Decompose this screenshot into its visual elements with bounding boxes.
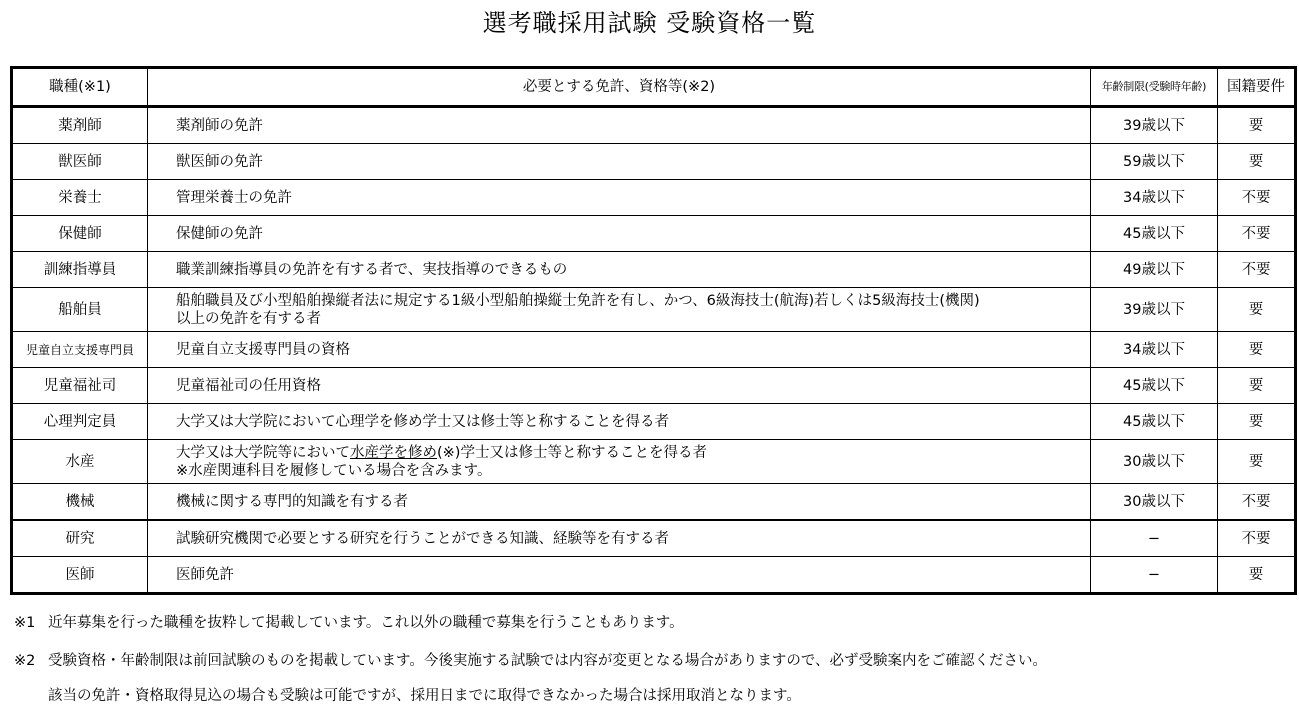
requirement-cell: 児童自立支援専門員の資格 <box>148 332 1091 368</box>
table-row <box>12 107 1296 144</box>
age-cell: 59歳以下 <box>1091 144 1218 180</box>
header-requirement: 必要とする免許、資格等(※2) <box>148 68 1091 107</box>
requirement-line: 船舶職員及び小型船舶操縦者法に規定する1級小型船舶操縦士免許を有し、かつ、6級海技士(航海)若しくは5級海技士(機関) <box>176 292 980 309</box>
job-cell: 獣医師 <box>12 144 148 180</box>
age-cell: 39歳以下 <box>1091 107 1218 144</box>
nationality-cell: 要 <box>1218 557 1296 594</box>
table-row <box>12 216 1296 252</box>
footnote-mark: ※1 <box>14 615 36 631</box>
job-cell: 児童自立支援専門員 <box>12 332 148 368</box>
qualification-table <box>10 66 1297 595</box>
table-row <box>12 484 1296 521</box>
requirement-line: 以上の免許を有する者 <box>176 310 321 327</box>
requirement-line: ※水産関連科目を履修している場合を含みます。 <box>176 462 492 479</box>
job-cell: 機械 <box>12 484 148 521</box>
header-age: 年齢制限(受験時年齢) <box>1091 68 1218 107</box>
age-cell: − <box>1091 520 1218 557</box>
requirement-cell: 管理栄養士の免許 <box>148 180 1091 216</box>
table-row <box>12 252 1296 288</box>
footnote-mark: ※2 <box>14 653 36 669</box>
nationality-cell: 不要 <box>1218 180 1296 216</box>
age-cell: 39歳以下 <box>1091 288 1218 332</box>
nationality-cell: 要 <box>1218 368 1296 404</box>
requirement-cell: 機械に関する専門的知識を有する者 <box>148 484 1091 521</box>
nationality-cell: 不要 <box>1218 520 1296 557</box>
requirement-cell: 医師免許 <box>148 557 1091 594</box>
nationality-cell: 要 <box>1218 404 1296 440</box>
table-row <box>12 144 1296 180</box>
nationality-cell: 不要 <box>1218 216 1296 252</box>
underlined-text: 水産学を修め <box>350 444 437 461</box>
job-cell: 医師 <box>12 557 148 594</box>
footnote-1 <box>14 613 684 633</box>
age-cell: 49歳以下 <box>1091 252 1218 288</box>
nationality-cell: 要 <box>1218 144 1296 180</box>
page-title: 選考職採用試験 受験資格一覧 <box>482 9 817 37</box>
age-cell: 34歳以下 <box>1091 332 1218 368</box>
table-row <box>12 288 1296 332</box>
job-cell: 研究 <box>12 520 148 557</box>
requirement-cell <box>148 288 1091 332</box>
nationality-cell: 不要 <box>1218 484 1296 521</box>
table-header-row <box>12 68 1296 107</box>
job-cell: 保健師 <box>12 216 148 252</box>
table-row <box>12 440 1296 484</box>
requirement-cell: 試験研究機関で必要とする研究を行うことができる知識、経験等を有する者 <box>148 520 1091 557</box>
footnote-3: 該当の免許・資格取得見込の場合も受験は可能ですが、採用日までに取得できなかった場合は採用取消となります。 <box>48 688 801 704</box>
requirement-cell: 大学又は大学院において心理学を修め学士又は修士等と称することを得る者 <box>148 404 1091 440</box>
requirement-cell: 薬剤師の免許 <box>148 107 1091 144</box>
age-cell: 30歳以下 <box>1091 484 1218 521</box>
requirement-line <box>176 444 1090 462</box>
footnote-text: 近年募集を行った職種を抜粋して掲載しています。これ以外の職種で募集を行うこともあります。 <box>48 615 684 631</box>
job-cell: 栄養士 <box>12 180 148 216</box>
footnote-2 <box>14 651 1047 671</box>
job-cell: 心理判定員 <box>12 404 148 440</box>
requirement-cell: 獣医師の免許 <box>148 144 1091 180</box>
nationality-cell: 要 <box>1218 288 1296 332</box>
footnote-text: 受験資格・年齢制限は前回試験のものを掲載しています。今後実施する試験では内容が変更となる場合がありますので、必ず受験案内をご確認ください。 <box>48 653 1048 669</box>
age-cell: 45歳以下 <box>1091 368 1218 404</box>
nationality-cell: 不要 <box>1218 252 1296 288</box>
nationality-cell: 要 <box>1218 440 1296 484</box>
table-row <box>12 332 1296 368</box>
age-cell: 34歳以下 <box>1091 180 1218 216</box>
job-cell: 水産 <box>12 440 148 484</box>
requirement-cell: 職業訓練指導員の免許を有する者で、実技指導のできるもの <box>148 252 1091 288</box>
requirement-text: 大学又は大学院等において <box>176 444 350 461</box>
table-row <box>12 404 1296 440</box>
requirement-text: (※)学士又は修士等と称することを得る者 <box>437 444 707 461</box>
age-cell: 30歳以下 <box>1091 440 1218 484</box>
nationality-cell: 要 <box>1218 107 1296 144</box>
requirement-cell <box>148 440 1091 484</box>
table-row <box>12 557 1296 594</box>
job-cell: 薬剤師 <box>12 107 148 144</box>
table-row <box>12 180 1296 216</box>
age-cell: 45歳以下 <box>1091 216 1218 252</box>
job-cell: 訓練指導員 <box>12 252 148 288</box>
age-cell: − <box>1091 557 1218 594</box>
age-cell: 45歳以下 <box>1091 404 1218 440</box>
header-nationality: 国籍要件 <box>1218 68 1296 107</box>
nationality-cell: 要 <box>1218 332 1296 368</box>
table-row <box>12 368 1296 404</box>
table-row <box>12 520 1296 557</box>
requirement-cell: 保健師の免許 <box>148 216 1091 252</box>
header-job: 職種(※1) <box>12 68 148 107</box>
requirement-cell: 児童福祉司の任用資格 <box>148 368 1091 404</box>
job-cell: 児童福祉司 <box>12 368 148 404</box>
job-cell: 船舶員 <box>12 288 148 332</box>
